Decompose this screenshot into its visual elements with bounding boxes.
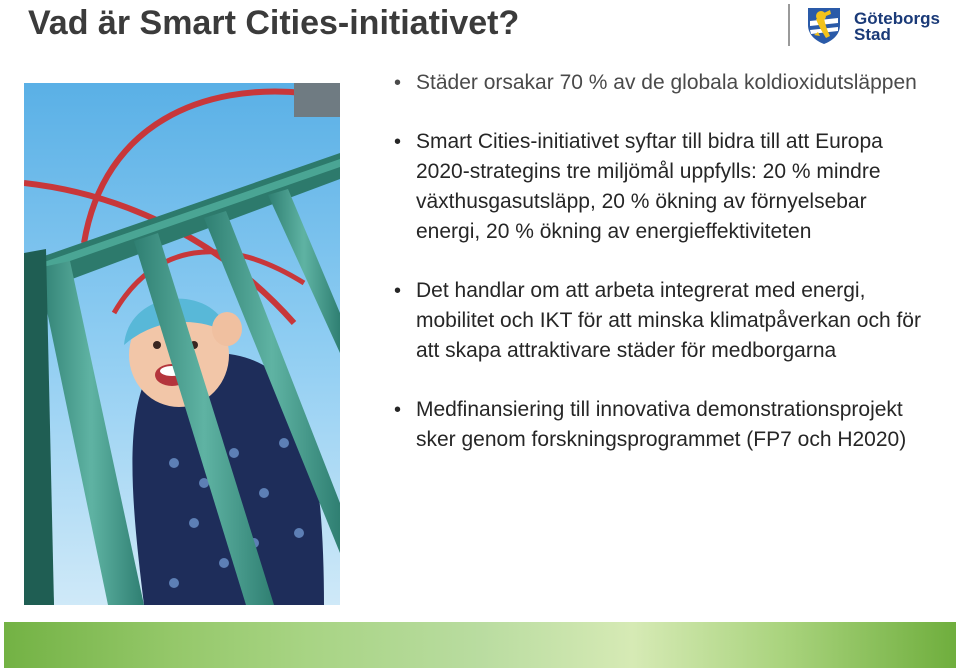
bullet-list bbox=[394, 68, 934, 455]
bullet-item-integration: • Det handlar om att arbeta integrerat med energi, mobilitet och IKT för att minska klimatpåverkan och för att skapa attraktivare städer för medborgarna bbox=[394, 276, 934, 366]
city-crest-icon bbox=[804, 5, 844, 45]
footer-green-band bbox=[4, 622, 956, 668]
bullet-item-funding: • Medfinansiering till innovativa demonstrationsprojekt sker genom forskningsprogrammet (FP7 och H2020) bbox=[394, 395, 934, 455]
logo-divider bbox=[788, 4, 790, 46]
bullet-item-emissions: • Städer orsakar 70 % av de globala koldioxidutsläppen bbox=[394, 68, 934, 98]
goteborgs-stad-logo bbox=[788, 2, 938, 46]
playground-child-photo bbox=[24, 83, 340, 605]
logo-wordmark bbox=[854, 11, 940, 43]
bullet-item-goals: • Smart Cities-initiativet syftar till bidra till att Europa 2020-strategins tre miljömål uppfylls: 20 % mindre växthusgasutsläpp, 20 % ökning av förnyelsebar energi, 20 % ökning av energieffektiviteten bbox=[394, 127, 934, 247]
slide-title: Vad är Smart Cities-initiativet? bbox=[28, 4, 520, 42]
logo-line-stad: Stad bbox=[854, 25, 891, 44]
logo-line-goteborgs: Göteborgs bbox=[854, 9, 940, 28]
